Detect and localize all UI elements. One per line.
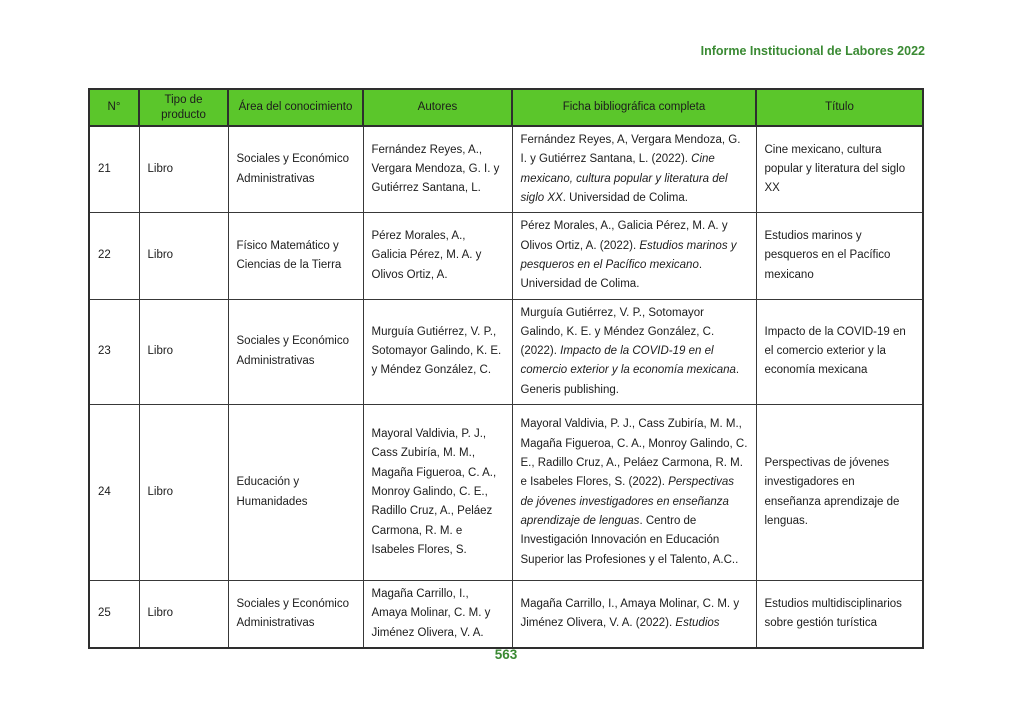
cell-area-conocimiento: Sociales y Económico Administrativas <box>228 581 363 648</box>
cell-ficha-bibliografica: Magaña Carrillo, I., Amaya Molinar, C. M. y Jiménez Olivera, V. A. (2022). Estudios <box>512 581 756 648</box>
table-body <box>89 126 923 648</box>
cell-autores: Pérez Morales, A., Galicia Pérez, M. A. y Olivos Ortiz, A. <box>363 213 512 299</box>
column-header-titulo: Título <box>756 89 923 126</box>
table-row <box>89 126 923 213</box>
column-header-area-conocimiento: Área del conocimiento <box>228 89 363 126</box>
page-number: 563 <box>494 647 518 662</box>
cell-titulo: Perspectivas de jóvenes investigadores en enseñanza aprendizaje de lenguas. <box>756 405 923 581</box>
cell-numero: 23 <box>89 299 139 405</box>
cell-ficha-bibliografica: Mayoral Valdivia, P. J., Cass Zubiría, M. M., Magaña Figueroa, C. A., Monroy Galindo, C. E., Radillo Cruz, A., Peláez Carmona, R. M. e Isabeles Flores, S. (2022). Perspectivas de jóvenes investigadores en enseñanza aprendizaje de lenguas. Centro de Investigación Innovación en Educación Superior las Profesiones y el Talento, A.C.. <box>512 405 756 581</box>
cell-tipo-producto: Libro <box>139 405 228 581</box>
cell-numero: 22 <box>89 213 139 299</box>
cell-numero: 24 <box>89 405 139 581</box>
table-row <box>89 299 923 405</box>
cell-titulo: Estudios multidisciplinarios sobre gestión turística <box>756 581 923 648</box>
cell-tipo-producto: Libro <box>139 126 228 213</box>
column-header-ficha-bibliografica: Ficha bibliográfica completa <box>512 89 756 126</box>
cell-area-conocimiento: Físico Matemático y Ciencias de la Tierra <box>228 213 363 299</box>
cell-numero: 21 <box>89 126 139 213</box>
table-row <box>89 581 923 648</box>
cell-autores: Fernández Reyes, A., Vergara Mendoza, G. I. y Gutiérrez Santana, L. <box>363 126 512 213</box>
table-row <box>89 213 923 299</box>
cell-area-conocimiento: Educación y Humanidades <box>228 405 363 581</box>
cell-ficha-bibliografica: Murguía Gutiérrez, V. P., Sotomayor Galindo, K. E. y Méndez González, C. (2022). Impacto de la COVID-19 en el comercio exterior y la economía mexicana. Generis publishing. <box>512 299 756 405</box>
cell-titulo: Estudios marinos y pesqueros en el Pacífico mexicano <box>756 213 923 299</box>
cell-tipo-producto: Libro <box>139 213 228 299</box>
table-row <box>89 405 923 581</box>
cell-numero: 25 <box>89 581 139 648</box>
cell-tipo-producto: Libro <box>139 299 228 405</box>
column-header-tipo-producto: Tipo de producto <box>139 89 228 126</box>
cell-ficha-bibliografica: Fernández Reyes, A, Vergara Mendoza, G. I. y Gutiérrez Santana, L. (2022). Cine mexicano, cultura popular y literatura del siglo XX. Universidad de Colima. <box>512 126 756 213</box>
report-title: Informe Institucional de Labores 2022 <box>700 44 925 58</box>
column-header-numero: N° <box>89 89 139 126</box>
cell-titulo: Impacto de la COVID-19 en el comercio exterior y la economía mexicana <box>756 299 923 405</box>
table-header-row <box>89 89 923 126</box>
column-header-autores: Autores <box>363 89 512 126</box>
cell-area-conocimiento: Sociales y Económico Administrativas <box>228 299 363 405</box>
publications-table <box>88 88 924 649</box>
cell-tipo-producto: Libro <box>139 581 228 648</box>
cell-titulo: Cine mexicano, cultura popular y literatura del siglo XX <box>756 126 923 213</box>
cell-autores: Mayoral Valdivia, P. J., Cass Zubiría, M. M., Magaña Figueroa, C. A., Monroy Galindo, C. E., Radillo Cruz, A., Peláez Carmona, R. M. e Isabeles Flores, S. <box>363 405 512 581</box>
cell-autores: Magaña Carrillo, I., Amaya Molinar, C. M. y Jiménez Olivera, V. A. <box>363 581 512 648</box>
cell-area-conocimiento: Sociales y Económico Administrativas <box>228 126 363 213</box>
cell-autores: Murguía Gutiérrez, V. P., Sotomayor Galindo, K. E. y Méndez González, C. <box>363 299 512 405</box>
cell-ficha-bibliografica: Pérez Morales, A., Galicia Pérez, M. A. y Olivos Ortiz, A. (2022). Estudios marinos y pesqueros en el Pacífico mexicano. Universidad de Colima. <box>512 213 756 299</box>
